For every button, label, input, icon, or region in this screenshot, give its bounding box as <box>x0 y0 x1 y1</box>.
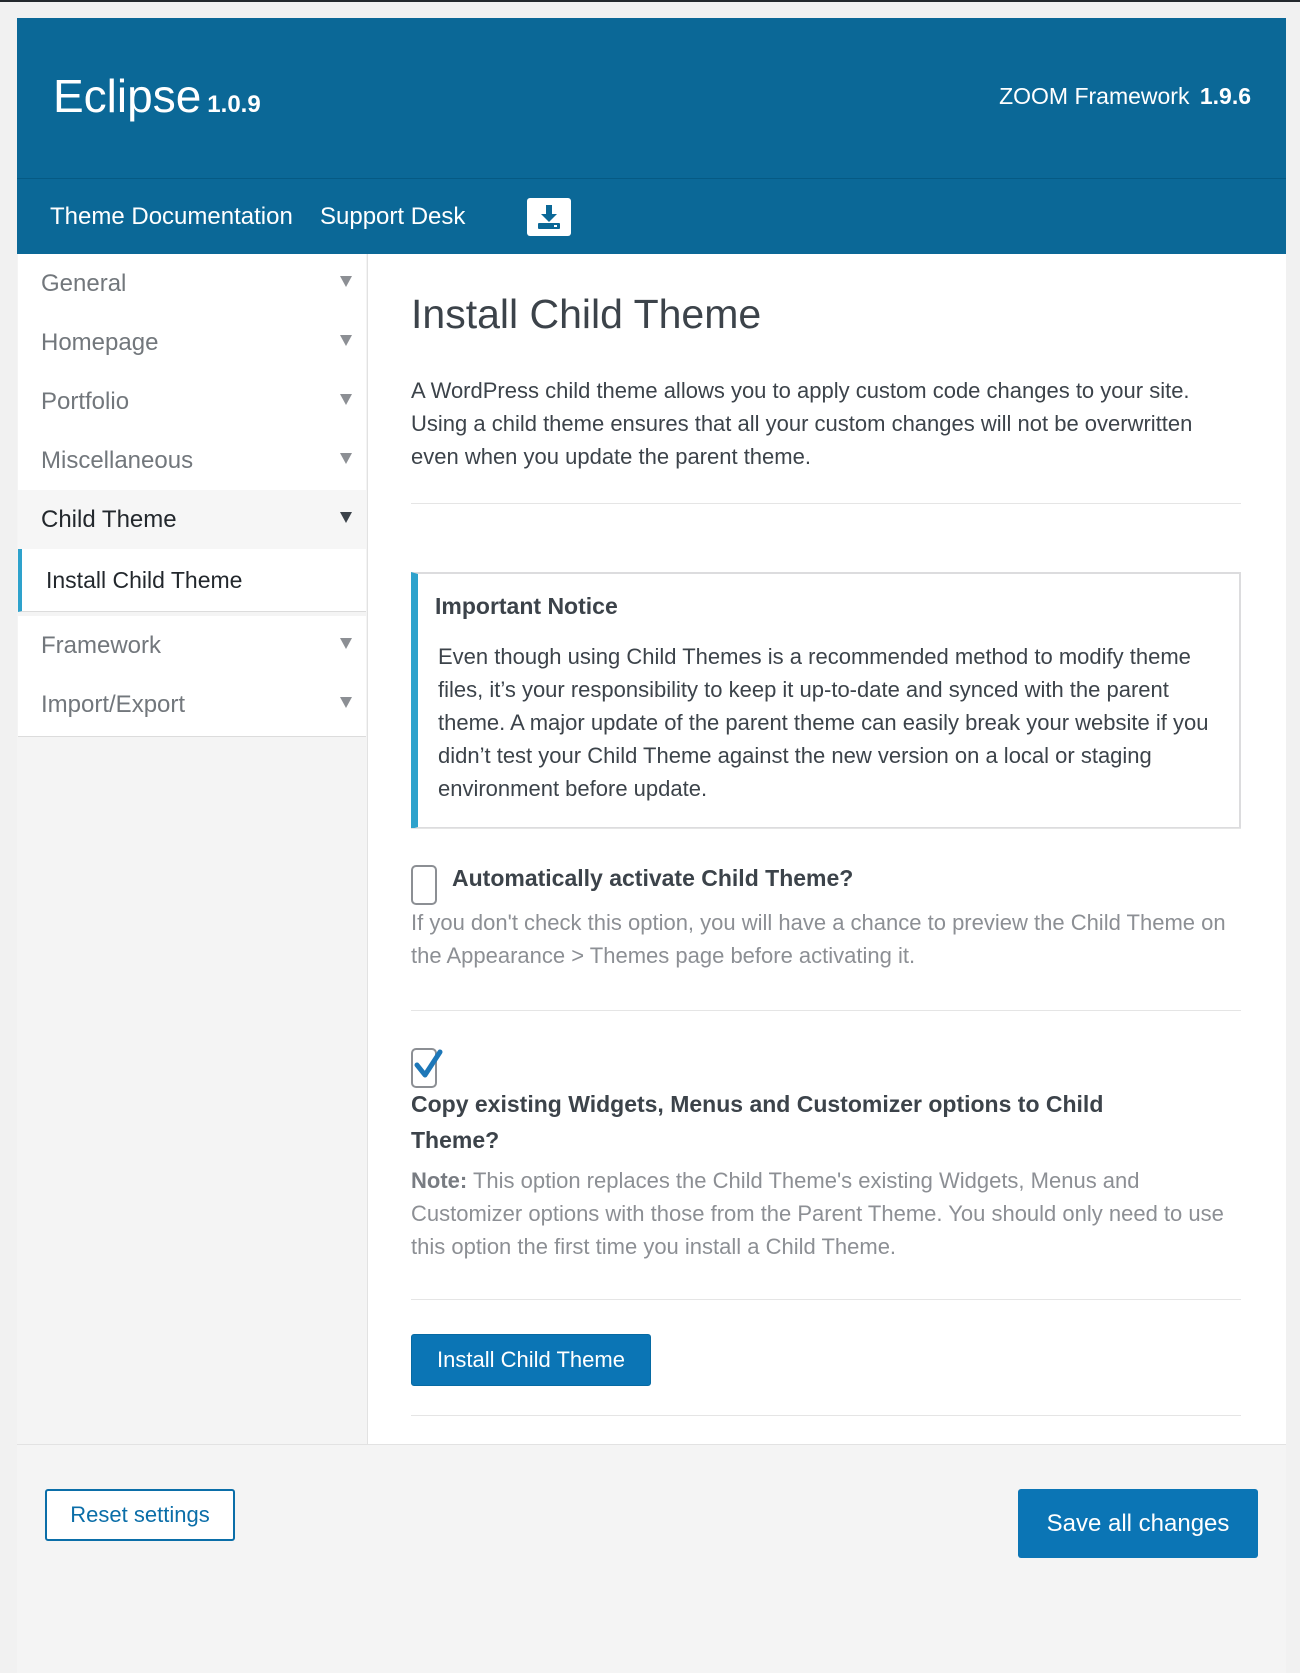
reset-settings-button[interactable]: Reset settings <box>45 1489 235 1541</box>
important-notice <box>411 572 1241 829</box>
sidebar-item-miscellaneous[interactable] <box>18 431 366 493</box>
sidebar-item-label: Framework <box>41 632 162 659</box>
divider <box>411 1415 1241 1416</box>
theme-header <box>17 18 1286 179</box>
sidebar-subitem-install-child-theme[interactable] <box>18 549 366 612</box>
activate-child-theme-label: Automatically activate Child Theme? <box>452 865 854 891</box>
note-label: Note: <box>411 1168 468 1193</box>
sidebar-item-label: Homepage <box>41 329 159 356</box>
header-links <box>17 179 1286 254</box>
framework-info <box>999 80 1251 112</box>
checkmark-icon <box>411 1048 445 1082</box>
support-desk-link[interactable]: Support Desk <box>320 203 466 230</box>
framework-version: 1.9.6 <box>1199 83 1251 109</box>
download-icon <box>536 204 562 230</box>
sidebar-item-framework[interactable] <box>18 616 366 678</box>
install-child-theme-button[interactable]: Install Child Theme <box>411 1334 651 1386</box>
chevron-down-icon <box>340 335 352 346</box>
sidebar-item-label: Portfolio <box>41 388 130 415</box>
sidebar-item-label: Import/Export <box>41 691 186 718</box>
window-top-border <box>0 0 1300 2</box>
copy-options-label: Copy existing Widgets, Menus and Customizer options to Child Theme? <box>411 1091 1104 1153</box>
sidebar-item-general[interactable] <box>18 254 366 316</box>
sidebar-item-child-theme[interactable] <box>18 490 366 552</box>
notice-title: Important Notice <box>435 593 618 619</box>
theme-options-panel <box>17 18 1286 1672</box>
save-all-changes-button[interactable]: Save all changes <box>1018 1489 1258 1558</box>
framework-label: ZOOM Framework <box>999 83 1190 109</box>
sidebar-item-label: General <box>41 270 127 297</box>
divider <box>411 1299 1241 1300</box>
theme-documentation-link[interactable]: Theme Documentation <box>50 203 293 230</box>
chevron-down-icon <box>340 453 352 464</box>
chevron-down-icon <box>340 697 352 708</box>
theme-version: 1.0.9 <box>207 91 261 118</box>
sidebar-subitem-label: Install Child Theme <box>46 567 243 593</box>
notice-body: Even though using Child Themes is a recommended method to modify theme files, it’s your responsibility to keep it up-to-date and synced with the parent theme. A major update of the parent theme can easily break your website if you didn’t test your Child Theme against the new version on a local or staging environment before update. <box>438 644 1209 801</box>
copy-options-description <box>411 1164 1231 1263</box>
sidebar-menu <box>17 254 368 1444</box>
download-button[interactable] <box>527 198 571 236</box>
sidebar-item-portfolio[interactable] <box>18 372 366 434</box>
sidebar-item-label: Miscellaneous <box>41 447 194 474</box>
sidebar-item-homepage[interactable] <box>18 313 366 375</box>
chevron-down-icon <box>340 394 352 405</box>
chevron-down-icon <box>340 512 352 523</box>
sidebar-item-import-export[interactable] <box>18 675 366 737</box>
copy-options-checkbox[interactable] <box>411 1048 437 1088</box>
page-title: Install Child Theme <box>411 291 762 337</box>
footer-actions <box>17 1444 1286 1673</box>
sidebar-item-label: Child Theme <box>41 506 177 533</box>
chevron-down-icon <box>340 638 352 649</box>
note-text: This option replaces the Child Theme's existing Widgets, Menus and Customizer options with those from the Parent Theme. You should only need to use this option the first time you install a Child Theme. <box>411 1168 1224 1259</box>
main-content <box>368 254 1286 1444</box>
theme-name: Eclipse <box>53 70 202 122</box>
chevron-down-icon <box>340 276 352 287</box>
activate-child-theme-checkbox[interactable] <box>411 865 437 905</box>
intro-text: A WordPress child theme allows you to apply custom code changes to your site. Using a child theme ensures that all your custom changes will not be overwritten even when you update the parent theme. <box>411 378 1193 469</box>
divider <box>411 1010 1241 1011</box>
activate-child-theme-description: If you don't check this option, you will have a chance to preview the Child Theme on the Appearance > Themes page before activating it. <box>411 910 1226 968</box>
divider <box>411 503 1241 504</box>
theme-title <box>53 68 261 133</box>
divider <box>411 828 1241 829</box>
